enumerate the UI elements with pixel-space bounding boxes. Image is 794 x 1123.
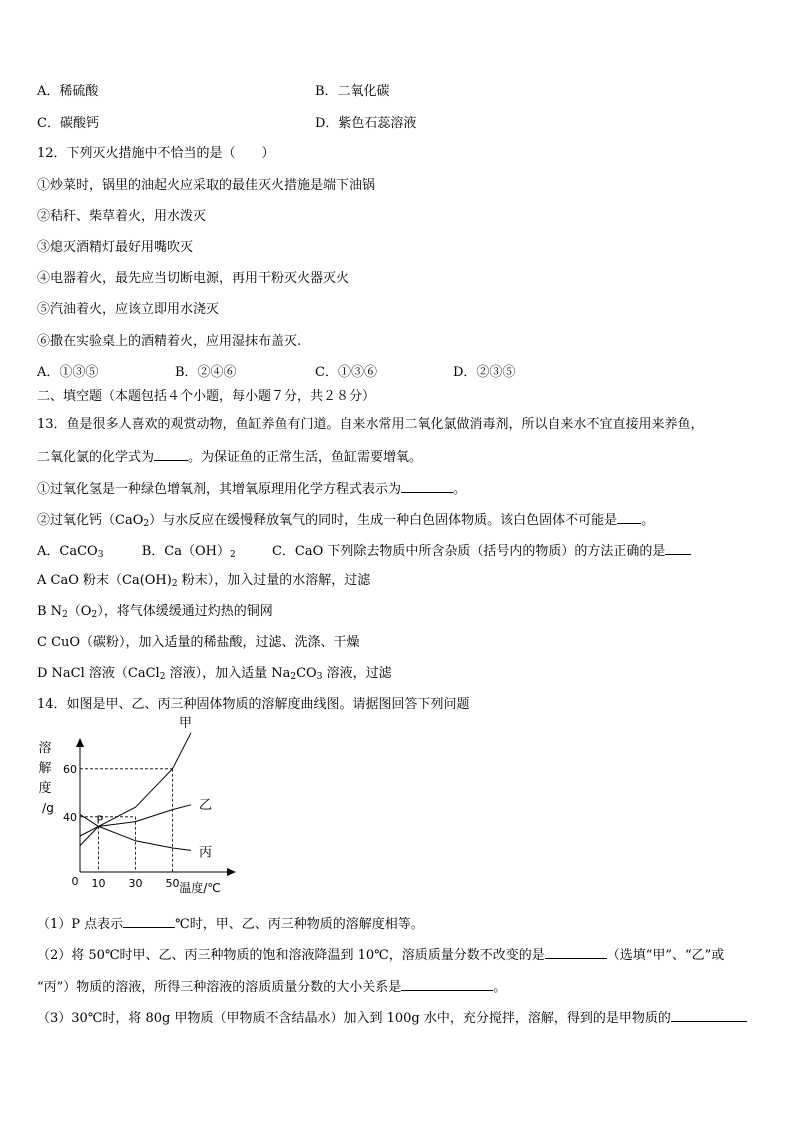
subscript: 2 (290, 672, 297, 682)
y-axis-label-char: /g (42, 801, 54, 815)
series-label-1: 甲 (179, 715, 193, 731)
subscript: 2 (159, 672, 166, 682)
q14-sub-1-text: （1）P 点表示 (37, 917, 124, 932)
q14-sub-2-tail: （选填“甲”、“乙”或 (606, 948, 725, 963)
subscript: 3 (316, 672, 323, 682)
solubility-chart (30, 715, 240, 897)
q13-remove-option-a-tail: 粉末），加入过量的水溶解，过滤 (177, 573, 371, 588)
q13-line-2-text: 二氧化氯的化学式为 (37, 450, 155, 465)
q12-stem: 12．下列灭火措施中不恰当的是（ ） (37, 146, 275, 161)
x-tick-label: 50 (165, 877, 180, 890)
q13-line-3-text-tail: 。 (453, 482, 467, 497)
q13-remove-option-c: C CuO（碳粉），加入适量的稀盐酸，过滤、洗涤、干燥 (37, 635, 360, 650)
answer-blank[interactable] (671, 1009, 747, 1022)
q14-sub-3-text: （3）30℃时，将 80g 甲物质（甲物质不含结晶水）加入到 100g 水中，充分搅拌，溶解，得到的是甲物质的 (37, 1011, 671, 1026)
q13-line-4-text-tail: 。 (641, 513, 655, 528)
q14-sub-2 (37, 946, 724, 964)
q14-sub-1 (37, 915, 424, 933)
q13-remove-option-d-mid: 溶液），加入适量 Na (165, 666, 291, 681)
guide-lines (80, 769, 173, 872)
subscript: 2 (171, 579, 178, 589)
subscript: 2 (62, 610, 68, 620)
y-axis-arrow (76, 738, 84, 747)
answer-blank[interactable] (154, 448, 188, 461)
answer-blank[interactable] (401, 978, 493, 991)
answer-blank[interactable] (617, 511, 641, 524)
q13-option-caoh2-text: B．Ca（OH） (141, 544, 230, 559)
q13-remove-option-a-text: A CaO 粉末（Ca(OH) (37, 573, 172, 588)
q13-remove-option-d-mid2: CO (296, 666, 317, 681)
y-axis-label-char: 度 (38, 781, 52, 796)
q12-item-5: ⑤汽油着火，应该立即用水浇灭 (37, 302, 220, 317)
q13-option-caco3-text: A．CaCO (37, 544, 98, 559)
q12-item-1: ①炒菜时，锅里的油起火应采取的最佳灭火措施是端下油锅 (37, 178, 376, 193)
x-tick-label: 10 (91, 877, 106, 890)
answer-blank[interactable] (123, 915, 175, 928)
series-label-2: 乙 (199, 797, 213, 813)
series-label-3: 丙 (199, 845, 213, 861)
q14-sub-3 (37, 1009, 747, 1027)
q13-remove-option-d (37, 666, 392, 682)
point-p-label: P (96, 813, 104, 827)
q13-line-1: 13．鱼是很多人喜欢的观赏动物，鱼缸养鱼有门道。自来水常用二氧化氯做消毒剂，所以自来水不宜直接用来养鱼， (37, 417, 704, 432)
q13-remove-option-b-text: B N (37, 604, 63, 619)
x-axis-label: 温度/℃ (179, 881, 221, 895)
q13-remove-option-a (37, 573, 370, 589)
q12-option-d: D．②③⑤ (453, 365, 516, 380)
q14-sub-2-cont-text: “丙”）物质的溶液，所得三种溶液的溶质质量分数的大小关系是 (37, 980, 402, 995)
q14-sub-2-text: （2）将 50℃时甲、乙、丙三种物质的饱和溶液降温到 10℃，溶质质量分数不改变的是 (37, 948, 545, 963)
subscript: 2 (229, 550, 236, 560)
answer-blank[interactable] (401, 480, 453, 493)
q12-option-b: B．②④⑥ (175, 365, 237, 380)
q13-remove-option-d-text: D NaCl 溶液（CaCl (37, 666, 160, 681)
q13-line-4-text: ②过氧化钙（CaO (37, 513, 144, 528)
q14-sub-2-cont (37, 978, 506, 996)
subscript: 2 (91, 610, 98, 620)
answer-blank[interactable] (545, 946, 607, 959)
q13-line-5 (37, 542, 691, 560)
q13-option-caoh2 (142, 544, 236, 559)
y-axis-label-char: 解 (38, 761, 52, 776)
q13-line-4 (37, 511, 654, 529)
q13-line-2-text-tail: 。为保证鱼的正常生活，鱼缸需要增氧。 (188, 450, 423, 465)
q11-option-d: D．紫色石蕊溶液 (315, 116, 417, 131)
q13-line-4-text-mid: ）与水反应在缓慢释放氧气的同时，生成一种白色固体物质。该白色固体不可能是 (149, 513, 618, 528)
q13-line-3 (37, 480, 466, 498)
y-axis-label-char: 溶 (38, 741, 52, 756)
y-tick-label: 40 (63, 810, 77, 824)
q11-option-b: B．二氧化碳 (315, 84, 390, 99)
y-tick-label: 60 (63, 762, 77, 776)
q13-line-3-text: ①过氧化氢是一种绿色增氧剂，其增氧原理用化学方程式表示为 (37, 482, 402, 497)
q11-option-c: C．碳酸钙 (37, 116, 99, 131)
q13-option-caco3 (37, 544, 103, 559)
q13-remove-option-b-mid: （O (67, 604, 92, 619)
answer-blank[interactable] (665, 542, 691, 555)
section-heading: 二、填空题（本题包括４个小题，每小题７分，共２８分） (37, 389, 376, 404)
q12-option-a: A．①③⑤ (37, 365, 99, 380)
q12-item-4: ④电器着火，最先应当切断电源，再用干粉灭火器灭火 (37, 271, 350, 286)
q13-line-2 (37, 448, 422, 466)
q11-option-a: A．稀硫酸 (37, 84, 99, 99)
subscript: 2 (143, 519, 150, 529)
q12-option-c: C．①③⑥ (315, 365, 377, 380)
q14-sub-1-tail: ℃时，甲、乙、丙三种物质的溶解度相等。 (175, 917, 424, 932)
q14-stem: 14．如图是甲、乙、丙三种固体物质的溶解度曲线图。请据图回答下列问题 (37, 697, 470, 712)
x-axis-arrow (227, 868, 236, 876)
q13-remove-option-b-tail: ），将气体缓缓通过灼热的铜网 (97, 604, 273, 619)
series-labels (179, 716, 212, 861)
q14-sub-2-cont-tail: 。 (493, 980, 507, 995)
q12-item-3: ③熄灭酒精灯最好用嘴吹灭 (37, 240, 194, 255)
q13-option-cao-question: C．CaO 下列除去物质中所含杂质（括号内的物质）的方法正确的是 (271, 544, 666, 559)
q13-remove-option-b (37, 604, 273, 620)
subscript: 3 (97, 550, 104, 560)
q13-remove-option-d-tail: 溶液，过滤 (322, 666, 392, 681)
x-tick-label: 30 (128, 877, 143, 890)
q12-item-6: ⑥撒在实验桌上的酒精着火，应用湿抹布盖灭. (37, 334, 302, 349)
q12-item-2: ②秸秆、柴草着火，用水泼灭 (37, 209, 207, 224)
origin-label: 0 (71, 875, 79, 888)
